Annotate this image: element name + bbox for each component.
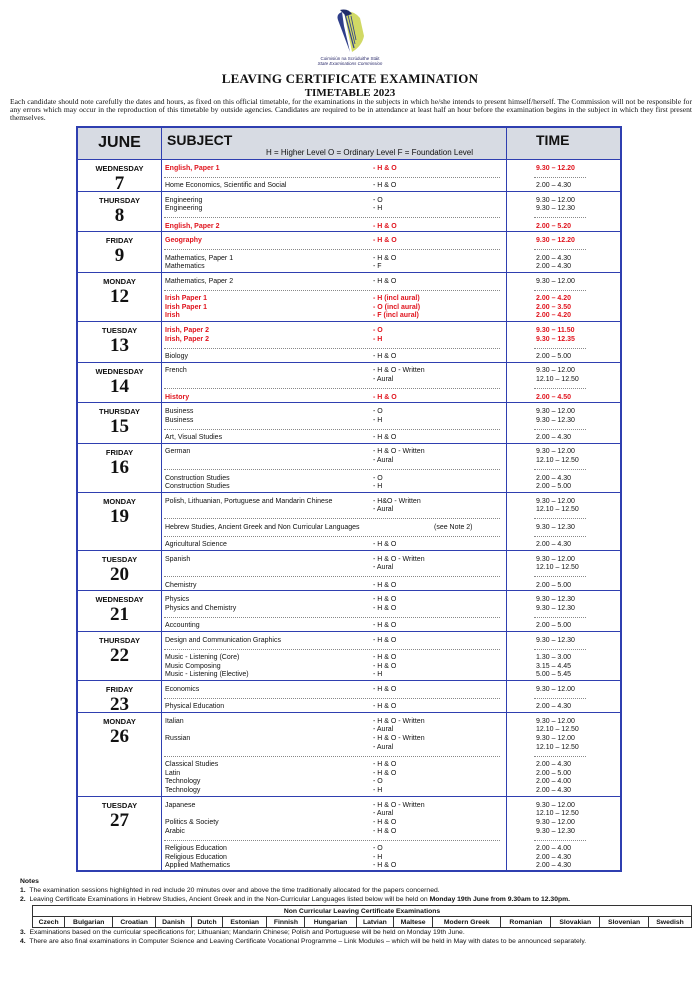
intro-paragraph: Each candidate should note carefully the dates and hours, as fixed on this official timetable, for the examinations in the subjects in which he/she intends to present himself/herself. The Commission will not be responsible for any errors which may occur in the reproduction of this timetable by outside agencies. Candidates are required to be in attendance at least half an hour before the examination begins in the subject in which they first present themselves. xyxy=(10,97,692,122)
subject-text: Business xyxy=(165,416,194,424)
day-block xyxy=(78,493,620,551)
document-subtitle: TIMETABLE 2023 xyxy=(304,87,396,99)
note-4 xyxy=(20,937,690,946)
level-text: - H & O - Written xyxy=(373,448,425,456)
commission-name-english: State Examinations Commission xyxy=(317,61,383,66)
day-number: 13 xyxy=(110,335,129,357)
time-text: 9.30 – 12.00 xyxy=(536,717,575,725)
note-2-text: Leaving Certificate Examinations in Hebrew Studies, Ancient Greek and in the Non-Curricular Languages listed below will be held on xyxy=(29,896,428,903)
session-divider xyxy=(164,617,500,618)
level-text: - Aural xyxy=(373,506,394,514)
level-text: - H xyxy=(373,416,383,424)
time-text: 9.30 – 12.00 xyxy=(536,448,575,456)
level-text: - H & O - Written xyxy=(373,555,425,563)
day-name: WEDNESDAY xyxy=(95,595,144,605)
header-divider xyxy=(506,128,507,159)
day-block xyxy=(78,551,620,592)
subject-text: Accounting xyxy=(165,622,200,630)
time-text: 9.30 – 12.00 xyxy=(536,818,575,826)
note-2-date: Monday 19th June from 9.30am to 12.30pm. xyxy=(429,896,571,903)
day-name: FRIDAY xyxy=(105,447,134,457)
level-text: - H & O xyxy=(373,769,397,777)
language-cell: Dutch xyxy=(191,917,222,928)
time-text: 12.10 – 12.50 xyxy=(536,457,579,465)
time-text: 2.00 – 5.00 xyxy=(536,581,572,589)
level-text: - H & O - Written xyxy=(373,735,425,743)
session-divider xyxy=(534,756,586,757)
level-text: - Aural xyxy=(373,810,394,818)
commission-name xyxy=(0,56,700,66)
day-name: TUESDAY xyxy=(101,554,138,564)
day-number: 16 xyxy=(110,456,129,478)
subject-text: Arabic xyxy=(165,827,185,835)
time-text: 2.00 – 5.00 xyxy=(536,769,572,777)
day-name: THURSDAY xyxy=(99,635,140,645)
day-number: 21 xyxy=(110,604,129,626)
time-text: 9.30 – 12.00 xyxy=(536,367,575,375)
day-name: MONDAY xyxy=(103,716,136,726)
time-text: 9.30 – 12.35 xyxy=(536,335,575,343)
day-block xyxy=(78,322,620,363)
day-block xyxy=(78,713,620,797)
level-text: - H & O xyxy=(373,827,397,835)
level-text: - H & O xyxy=(373,636,397,644)
language-cell: Romanian xyxy=(501,917,551,928)
language-row xyxy=(33,917,692,928)
language-cell: Bulgarian xyxy=(65,917,113,928)
language-cell: Hungarian xyxy=(305,917,356,928)
subject-text: Economics xyxy=(165,685,200,693)
subject-text: Technology xyxy=(165,778,201,786)
level-text: - H xyxy=(373,205,383,213)
level-text: - H & O - Written xyxy=(373,717,425,725)
language-cell: Modern Greek xyxy=(433,917,501,928)
level-text: - H & O - Written xyxy=(373,801,425,809)
time-text: 2.00 – 5.20 xyxy=(536,222,572,230)
time-text: 12.10 – 12.50 xyxy=(536,376,579,384)
session-divider xyxy=(164,840,500,841)
day-name: TUESDAY xyxy=(101,326,138,336)
time-text: 1.30 – 3.00 xyxy=(536,653,572,661)
subject-text: Religious Education xyxy=(165,853,227,861)
day-block xyxy=(78,681,620,713)
session-divider xyxy=(164,698,500,699)
month-header: JUNE xyxy=(78,128,162,159)
level-text: - H & O xyxy=(373,277,397,285)
level-text: - Aural xyxy=(373,743,394,751)
session-divider xyxy=(164,649,500,650)
time-text: 2.00 – 3.50 xyxy=(536,303,572,311)
time-text: 9.30 – 12.00 xyxy=(536,497,575,505)
subject-text: Russian xyxy=(165,735,191,743)
session-divider xyxy=(534,518,586,519)
level-text: - H xyxy=(373,335,383,343)
note-4-number: 4. xyxy=(20,938,26,945)
time-text: 2.00 – 4.30 xyxy=(536,474,572,482)
language-cell: Swedish xyxy=(649,917,692,928)
time-text: 9.30 – 12.30 xyxy=(536,416,575,424)
language-cell: Slovakian xyxy=(551,917,600,928)
time-text: 2.00 – 4.30 xyxy=(536,703,572,711)
session-divider xyxy=(164,576,500,577)
level-text: (see Note 2) xyxy=(434,523,473,531)
non-curricular-table xyxy=(32,905,692,928)
level-text: - H & O xyxy=(373,761,397,769)
timetable-body xyxy=(78,160,620,872)
level-text: - O xyxy=(373,407,383,415)
time-text: 2.00 – 4.30 xyxy=(536,761,572,769)
day-number: 20 xyxy=(110,563,129,585)
subject-text: German xyxy=(165,448,191,456)
level-text: - H & O xyxy=(373,622,397,630)
session-divider xyxy=(164,388,500,389)
day-number: 7 xyxy=(114,173,125,194)
subject-text: Construction Studies xyxy=(165,474,230,482)
level-text: - H & O xyxy=(373,164,397,172)
day-number: 12 xyxy=(110,285,129,307)
time-text: 2.00 – 5.00 xyxy=(536,622,572,630)
time-text: 9.30 – 12.00 xyxy=(536,555,575,563)
subject-text: Technology xyxy=(165,787,201,795)
subject-text: Mathematics, Paper 2 xyxy=(165,277,234,285)
level-text: - H & O xyxy=(373,596,397,604)
level-text: - F (incl aural) xyxy=(373,312,419,320)
session-divider xyxy=(164,536,500,537)
notes-heading: Notes xyxy=(20,878,39,885)
day-block xyxy=(78,273,620,322)
day-block xyxy=(78,160,620,192)
time-header: TIME xyxy=(536,132,570,148)
subject-text: Business xyxy=(165,407,194,415)
day-block xyxy=(78,363,620,404)
session-divider xyxy=(534,429,586,430)
level-text: - H & O xyxy=(373,653,397,661)
day-number: 23 xyxy=(110,693,129,715)
note-2 xyxy=(20,895,690,904)
session-divider xyxy=(164,429,500,430)
session-divider xyxy=(534,348,586,349)
day-block xyxy=(78,192,620,233)
level-text: - Aural xyxy=(373,457,394,465)
session-divider xyxy=(534,388,586,389)
language-cell: Czech xyxy=(33,917,65,928)
subject-text: Japanese xyxy=(165,801,196,809)
time-text: 3.15 – 4.45 xyxy=(536,662,572,670)
note-1-text: The examination sessions highlighted in red include 20 minutes over and above the time traditionally allocated for the papers concerned. xyxy=(29,887,440,894)
day-name: FRIDAY xyxy=(105,236,134,246)
subject-text: Irish xyxy=(165,312,180,320)
subject-text: Spanish xyxy=(165,555,191,563)
session-divider xyxy=(534,177,586,178)
note-2-number: 2. xyxy=(20,896,26,903)
session-divider xyxy=(164,469,500,470)
day-name: TUESDAY xyxy=(101,800,138,810)
session-divider xyxy=(534,536,586,537)
level-text: - H & O xyxy=(373,254,397,262)
session-divider xyxy=(534,698,586,699)
session-divider xyxy=(534,290,586,291)
time-text: 9.30 – 12.30 xyxy=(536,604,575,612)
language-cell: Danish xyxy=(156,917,192,928)
level-text: - H & O xyxy=(373,662,397,670)
session-divider xyxy=(164,177,500,178)
level-text: - H & O xyxy=(373,352,397,360)
day-block xyxy=(78,232,620,273)
harp-logo xyxy=(328,8,372,56)
time-text: 2.00 – 4.30 xyxy=(536,254,572,262)
level-text: - H & O xyxy=(373,685,397,693)
subject-text: Home Economics, Scientific and Social xyxy=(165,182,287,190)
day-number: 14 xyxy=(110,375,129,397)
subject-text: Agricultural Science xyxy=(165,541,227,549)
level-text: - Aural xyxy=(373,564,394,572)
notes-section xyxy=(20,877,690,946)
non-curricular-title: Non Curricular Leaving Certificate Examinations xyxy=(33,906,692,917)
note-1-number: 1. xyxy=(20,887,26,894)
time-text: 9.30 – 12.20 xyxy=(536,164,575,172)
level-text: - H & O xyxy=(373,222,397,230)
subject-text: Polish, Lithuanian, Portuguese and Mandarin Chinese xyxy=(165,497,333,505)
level-legend: H = Higher Level O = Ordinary Level F = Foundation Level xyxy=(266,148,473,157)
subject-text: French xyxy=(165,367,187,375)
day-number: 9 xyxy=(114,245,125,267)
subject-text: Music - Listening (Elective) xyxy=(165,671,249,679)
time-text: 2.00 – 5.00 xyxy=(536,483,572,491)
level-text: - O xyxy=(373,778,383,786)
day-block xyxy=(78,444,620,493)
day-name: THURSDAY xyxy=(99,407,140,417)
subject-text: Biology xyxy=(165,352,188,360)
time-text: 2.00 – 4.30 xyxy=(536,862,572,870)
subject-text: History xyxy=(165,393,190,401)
subject-text: Religious Education xyxy=(165,845,227,852)
timetable xyxy=(76,126,622,872)
language-cell: Maltese xyxy=(394,917,433,928)
time-text: 2.00 – 4.30 xyxy=(536,434,572,442)
time-text: 12.10 – 12.50 xyxy=(536,726,579,734)
session-divider xyxy=(164,348,500,349)
timetable-header xyxy=(78,128,620,160)
session-divider xyxy=(164,249,500,250)
day-name: MONDAY xyxy=(103,276,136,286)
subject-text: Art, Visual Studies xyxy=(165,434,223,442)
time-text: 2.00 – 4.30 xyxy=(536,263,572,271)
level-text: - H (incl aural) xyxy=(373,295,420,303)
subject-text: Music - Listening (Core) xyxy=(165,653,240,661)
subject-text: Latin xyxy=(165,769,181,777)
time-text: 12.10 – 12.50 xyxy=(536,743,579,751)
time-text: 2.00 – 4.20 xyxy=(536,312,572,320)
level-text: - H & O xyxy=(373,703,397,711)
subject-text: Irish, Paper 2 xyxy=(165,326,209,334)
session-divider xyxy=(534,249,586,250)
day-number: 22 xyxy=(110,644,129,666)
subject-text: Hebrew Studies, Ancient Greek and Non Curricular Languages xyxy=(165,523,360,531)
level-text: - H xyxy=(373,787,383,795)
time-text: 2.00 – 4.30 xyxy=(536,541,572,549)
session-divider xyxy=(164,756,500,757)
subject-text: Irish Paper 1 xyxy=(165,303,208,311)
subject-text: Mathematics, Paper 1 xyxy=(165,254,234,262)
time-text: 9.30 – 12.00 xyxy=(536,407,575,415)
level-text: - H & O xyxy=(373,818,397,826)
language-cell: Estonian xyxy=(223,917,267,928)
day-name: THURSDAY xyxy=(99,195,140,205)
time-text: 2.00 – 4.30 xyxy=(536,853,572,861)
day-number: 26 xyxy=(110,725,129,747)
subject-text: Classical Studies xyxy=(165,761,219,769)
level-text: - H & O xyxy=(373,237,397,245)
note-3 xyxy=(20,928,690,937)
time-text: 12.10 – 12.50 xyxy=(536,810,579,818)
day-name: MONDAY xyxy=(103,496,136,506)
subject-text: Applied Mathematics xyxy=(165,862,230,870)
subject-text: Geography xyxy=(165,237,202,245)
time-text: 9.30 – 12.00 xyxy=(536,801,575,809)
time-text: 2.00 – 4.30 xyxy=(536,787,572,795)
level-text: - H xyxy=(373,483,383,491)
note-1 xyxy=(20,886,690,895)
level-text: - H & O xyxy=(373,182,397,190)
day-number: 8 xyxy=(114,204,125,226)
subject-text: Mathematics xyxy=(165,263,205,271)
level-text: - H & O xyxy=(373,434,397,442)
session-divider xyxy=(164,217,500,218)
level-text: - F xyxy=(373,263,382,271)
level-text: - O xyxy=(373,845,383,852)
session-divider xyxy=(164,290,500,291)
level-text: - H xyxy=(373,671,383,679)
time-text: 9.30 – 12.30 xyxy=(536,636,575,644)
language-cell: Slovenian xyxy=(600,917,649,928)
time-text: 2.00 – 4.20 xyxy=(536,295,572,303)
note-3-text: Examinations based on the curricular specifications for; Lithuanian; Mandarin Chinese; Polish and Portuguese will be held on Monday 19th June. xyxy=(29,929,465,936)
time-text: 9.30 – 12.00 xyxy=(536,735,575,743)
day-block xyxy=(78,632,620,681)
level-text: - H & O xyxy=(373,604,397,612)
level-text: - H xyxy=(373,853,383,861)
subject-text: Construction Studies xyxy=(165,483,230,491)
time-text: 2.00 – 4.00 xyxy=(536,845,572,852)
subject-text: Physical Education xyxy=(165,703,225,711)
session-divider xyxy=(534,576,586,577)
language-cell: Latvian xyxy=(356,917,393,928)
commission-name-irish: Coimisiún na Scrúduithe Stáit xyxy=(320,56,380,61)
day-name: WEDNESDAY xyxy=(95,366,144,376)
level-text: - O xyxy=(373,196,383,204)
session-divider xyxy=(164,518,500,519)
day-block xyxy=(78,797,620,872)
note-3-number: 3. xyxy=(20,929,26,936)
subject-text: Music Composing xyxy=(165,662,221,670)
time-text: 9.30 – 11.50 xyxy=(536,326,575,334)
level-text: - Aural xyxy=(373,376,394,384)
level-text: - Aural xyxy=(373,726,394,734)
time-text: 9.30 – 12.00 xyxy=(536,685,575,693)
subject-text: Irish Paper 1 xyxy=(165,295,208,303)
level-text: - O xyxy=(373,474,383,482)
subject-text: Physics and Chemistry xyxy=(165,604,237,612)
subject-text: Italian xyxy=(165,717,184,725)
time-text: 9.30 – 12.30 xyxy=(536,827,575,835)
day-name: FRIDAY xyxy=(105,684,134,694)
time-text: 2.00 – 4.30 xyxy=(536,182,572,190)
time-text: 12.10 – 12.50 xyxy=(536,506,579,514)
subject-text: English, Paper 2 xyxy=(165,222,220,230)
time-text: 9.30 – 12.30 xyxy=(536,523,575,531)
subject-text: Physics xyxy=(165,596,190,604)
subject-text: Design and Communication Graphics xyxy=(165,636,281,644)
subject-text: Politics & Society xyxy=(165,818,219,826)
session-divider xyxy=(534,840,586,841)
session-divider xyxy=(534,617,586,618)
day-block xyxy=(78,403,620,444)
day-number: 15 xyxy=(110,416,129,438)
level-text: - O xyxy=(373,326,383,334)
level-text: - H&O - Written xyxy=(373,497,421,505)
level-text: - H & O xyxy=(373,862,397,870)
time-text: 2.00 – 4.50 xyxy=(536,393,572,401)
level-text: - O (incl aural) xyxy=(373,303,421,311)
time-text: 9.30 – 12.30 xyxy=(536,596,575,604)
session-divider xyxy=(534,649,586,650)
day-block xyxy=(78,591,620,632)
session-divider xyxy=(534,469,586,470)
note-4-text: There are also final examinations in Computer Science and Leaving Certificate Vocational Programme – Link Modules – which will be held in May with dates to be announced separately. xyxy=(29,938,587,945)
time-text: 2.00 – 4.00 xyxy=(536,778,572,786)
subject-text: Irish, Paper 2 xyxy=(165,335,209,343)
language-cell: Croatian xyxy=(113,917,156,928)
subject-text: English, Paper 1 xyxy=(165,164,220,172)
level-text: - H & O xyxy=(373,393,397,401)
level-text: - H & O - Written xyxy=(373,367,425,375)
language-cell: Finnish xyxy=(267,917,305,928)
day-number: 19 xyxy=(110,505,129,527)
time-text: 12.10 – 12.50 xyxy=(536,564,579,572)
subject-text: Chemistry xyxy=(165,581,197,589)
time-text: 5.00 – 5.45 xyxy=(536,671,572,679)
subject-text: Engineering xyxy=(165,205,203,213)
level-text: - H & O xyxy=(373,541,397,549)
time-text: 9.30 – 12.20 xyxy=(536,237,575,245)
time-text: 9.30 – 12.30 xyxy=(536,205,575,213)
time-text: 2.00 – 5.00 xyxy=(536,352,572,360)
session-divider xyxy=(534,217,586,218)
time-text: 9.30 – 12.00 xyxy=(536,277,575,285)
level-text: - H & O xyxy=(373,581,397,589)
day-number: 27 xyxy=(110,809,129,831)
subject-header: SUBJECT xyxy=(167,132,233,148)
time-text: 9.30 – 12.00 xyxy=(536,196,575,204)
day-name: WEDNESDAY xyxy=(95,164,144,173)
document-title: LEAVING CERTIFICATE EXAMINATION xyxy=(221,71,479,86)
subject-text: Engineering xyxy=(165,196,203,204)
